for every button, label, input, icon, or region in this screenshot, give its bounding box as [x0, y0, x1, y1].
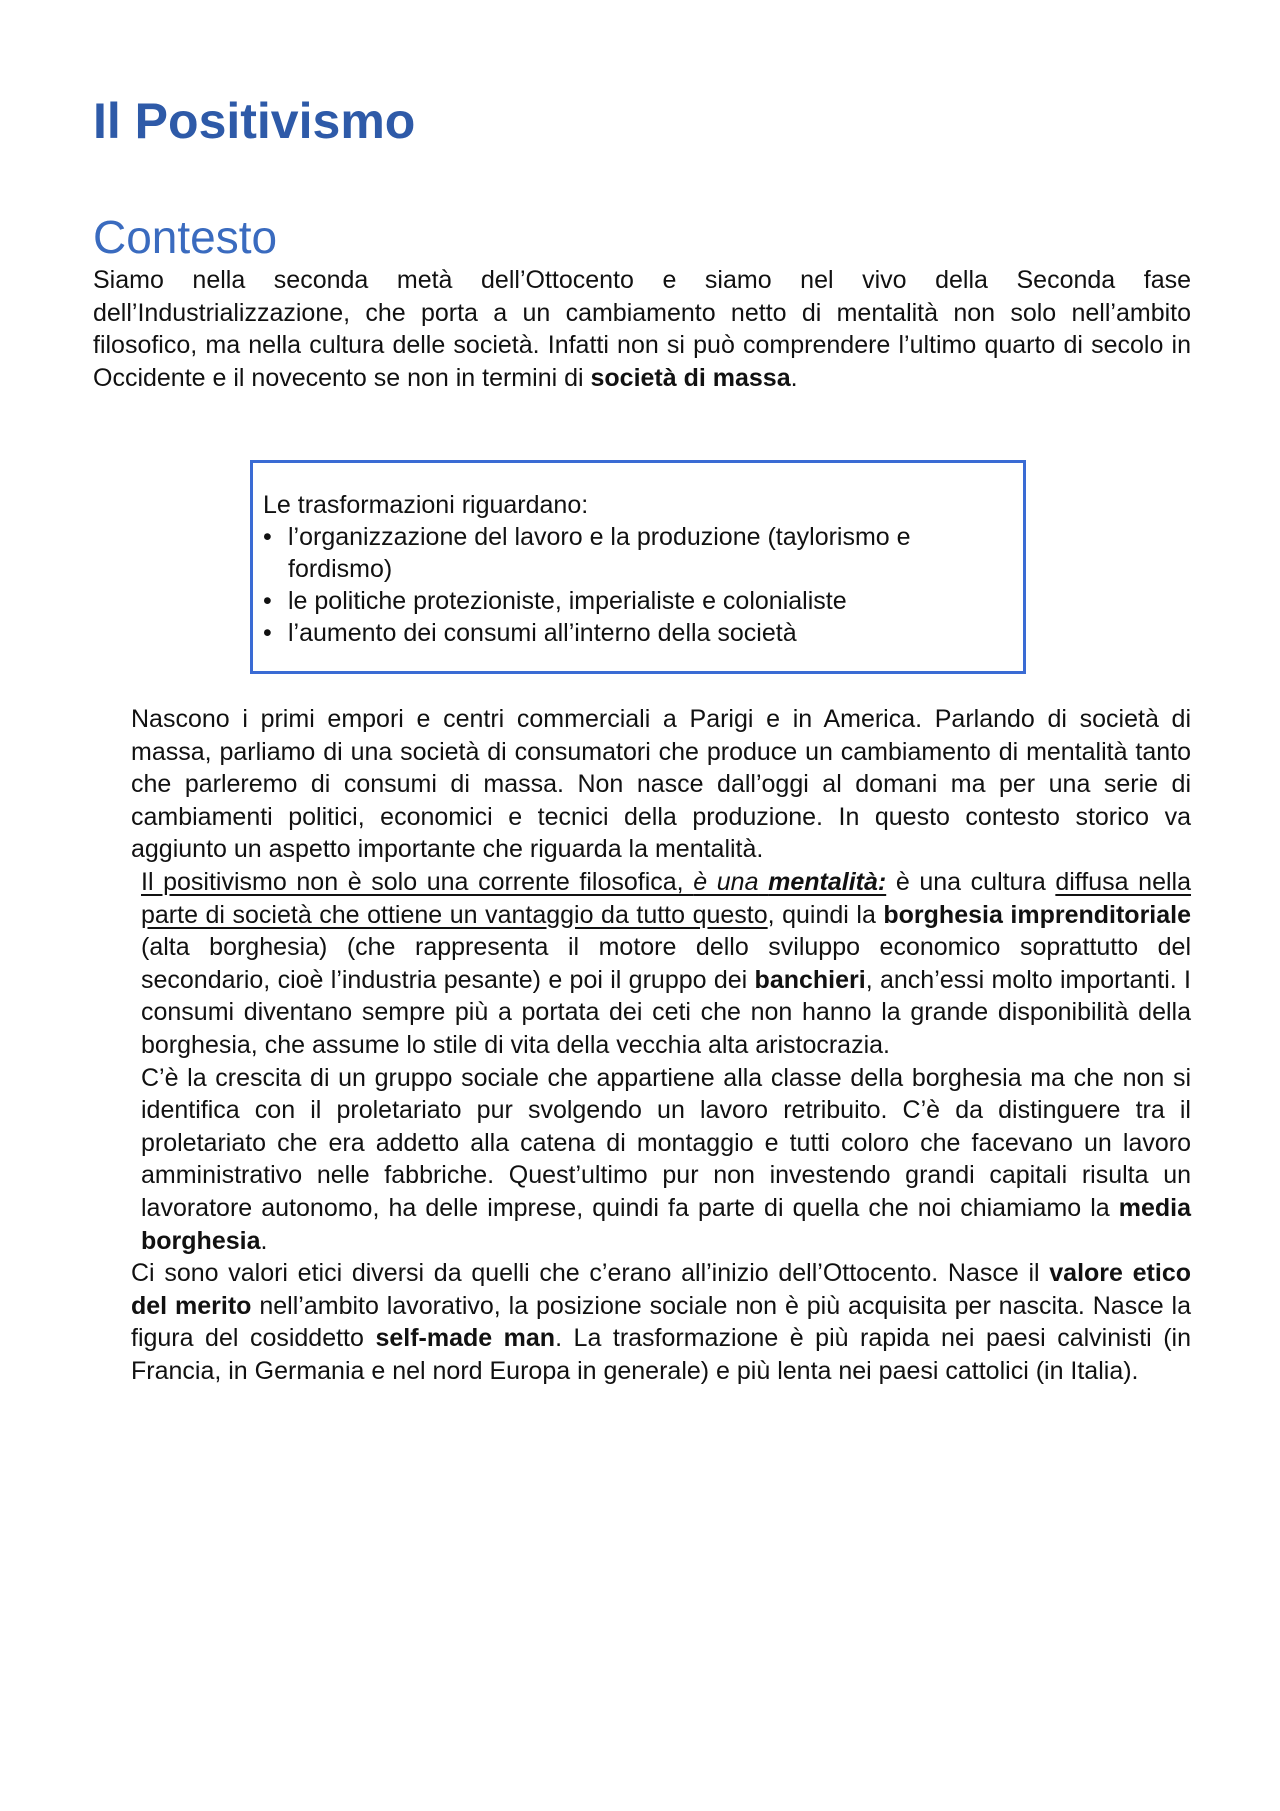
- plain-text: , quindi la: [767, 900, 884, 929]
- list-item: [263, 521, 1009, 585]
- plain-text: . La trasformazione è più rapida nei paesi calvinisti (in Francia, in Germania e nel nord Europa in generale) e più lenta nei paesi cattolici (in Italia).: [131, 1324, 1191, 1385]
- plain-text: , anch’essi molto importanti. I consumi diventano sempre più a portata dei ceti che non hanno la grande disponibilità della borghesia, che assume lo stile di vita della vecchia alta aristocrazia.: [141, 965, 1191, 1059]
- intro-text: Siamo nella seconda metà dell’Ottocento e siamo nel vivo della Seconda fase dell’Industrializzazione, che porta a un cambiamento netto di mentalità non solo nell’ambito filosofico, ma nella cultura delle società. Infatti non si può comprendere l’ultimo quarto di secolo in Occidente e il novecento se non in termini di: [93, 266, 1191, 392]
- bold-italic-text: mentalità:: [768, 867, 887, 896]
- plain-text: Ci sono valori etici diversi da quelli che c’erano all’inizio dell’Ottocento. Nasce il: [131, 1259, 1050, 1288]
- intro-end: .: [790, 363, 798, 392]
- paragraph-mentality: [131, 866, 1191, 1062]
- bold-term-borghesia: borghesia imprenditoriale: [883, 900, 1191, 929]
- list-item: [263, 617, 1009, 649]
- bold-term-self-made-man: self-made man: [375, 1324, 556, 1353]
- page-title: Il Positivismo: [93, 93, 416, 149]
- section-heading: Contesto: [93, 211, 278, 263]
- body-text: [131, 703, 1191, 1387]
- transformations-list: [263, 521, 1009, 649]
- bullet-icon: •: [263, 619, 272, 647]
- underlined-text: Il positivismo non è solo una corrente filosofica,: [141, 867, 694, 896]
- plain-text: è una cultura: [886, 867, 1056, 896]
- bold-term-merito: valore etico del merito: [131, 1259, 1191, 1320]
- list-item-text: l’aumento dei consumi all’interno della società: [288, 619, 797, 647]
- paragraph-consumers: Nascono i primi empori e centri commerciali a Parigi e in America. Parlando di società di massa, parliamo di una società di consumatori che produce un cambiamento di mentalità tanto che parleremo di consumi di massa. Non nasce dall’oggi al domani ma per una serie di cambiamenti politici, economici e tecnici della produzione. In questo contesto storico va aggiunto un aspetto importante che riguarda la mentalità.: [131, 705, 1191, 864]
- space: [758, 868, 768, 896]
- bold-term-banchieri: banchieri: [754, 965, 866, 994]
- intro-bold: società di massa: [590, 363, 791, 392]
- plain-text: (alta borghesia) (che rappresenta il motore dello sviluppo economico soprattutto del secondario, cioè l’industria pesante) e poi il gruppo dei: [141, 933, 1191, 994]
- bold-term-media-borghesia: media borghesia: [141, 1193, 1191, 1255]
- bullet-icon: •: [263, 587, 272, 615]
- list-item: [263, 585, 1009, 617]
- italic-text: è una: [693, 867, 759, 896]
- paragraph-ethics: [131, 1257, 1191, 1387]
- list-item-text: le politiche protezioniste, imperialiste e colonialiste: [288, 587, 847, 615]
- intro-paragraph: [93, 264, 1191, 394]
- plain-text: C’è la crescita di un gruppo sociale che appartiene alla classe della borghesia ma che non si identifica con il proletariato pur svolgendo un lavoro retribuito. C’è da distinguere tra il proletariato che era addetto alla catena di montaggio e tutti coloro che facevano un lavoro amministrativo nelle fabbriche. Quest’ultimo pur non investendo grandi capitali risulta un lavoratore autonomo, ha delle imprese, quindi fa parte di quella che noi chiamiamo la: [141, 1063, 1191, 1222]
- underlined-phrase: [141, 868, 886, 896]
- plain-text: nell’ambito lavorativo, la posizione sociale non è più acquisita per nascita. Nasce la figura del cosiddetto: [131, 1291, 1191, 1353]
- paragraph-middle-class: [131, 1062, 1191, 1258]
- plain-text: .: [260, 1226, 268, 1255]
- transformations-box: [250, 460, 1026, 674]
- box-lead: Le trasformazioni riguardano:: [263, 491, 589, 519]
- bullet-icon: •: [263, 523, 272, 551]
- list-item-text: l’organizzazione del lavoro e la produzione (taylorismo e fordismo): [288, 523, 911, 583]
- underlined-text-2: diffusa nella parte di società che ottiene un vantaggio da tutto questo: [141, 867, 1191, 929]
